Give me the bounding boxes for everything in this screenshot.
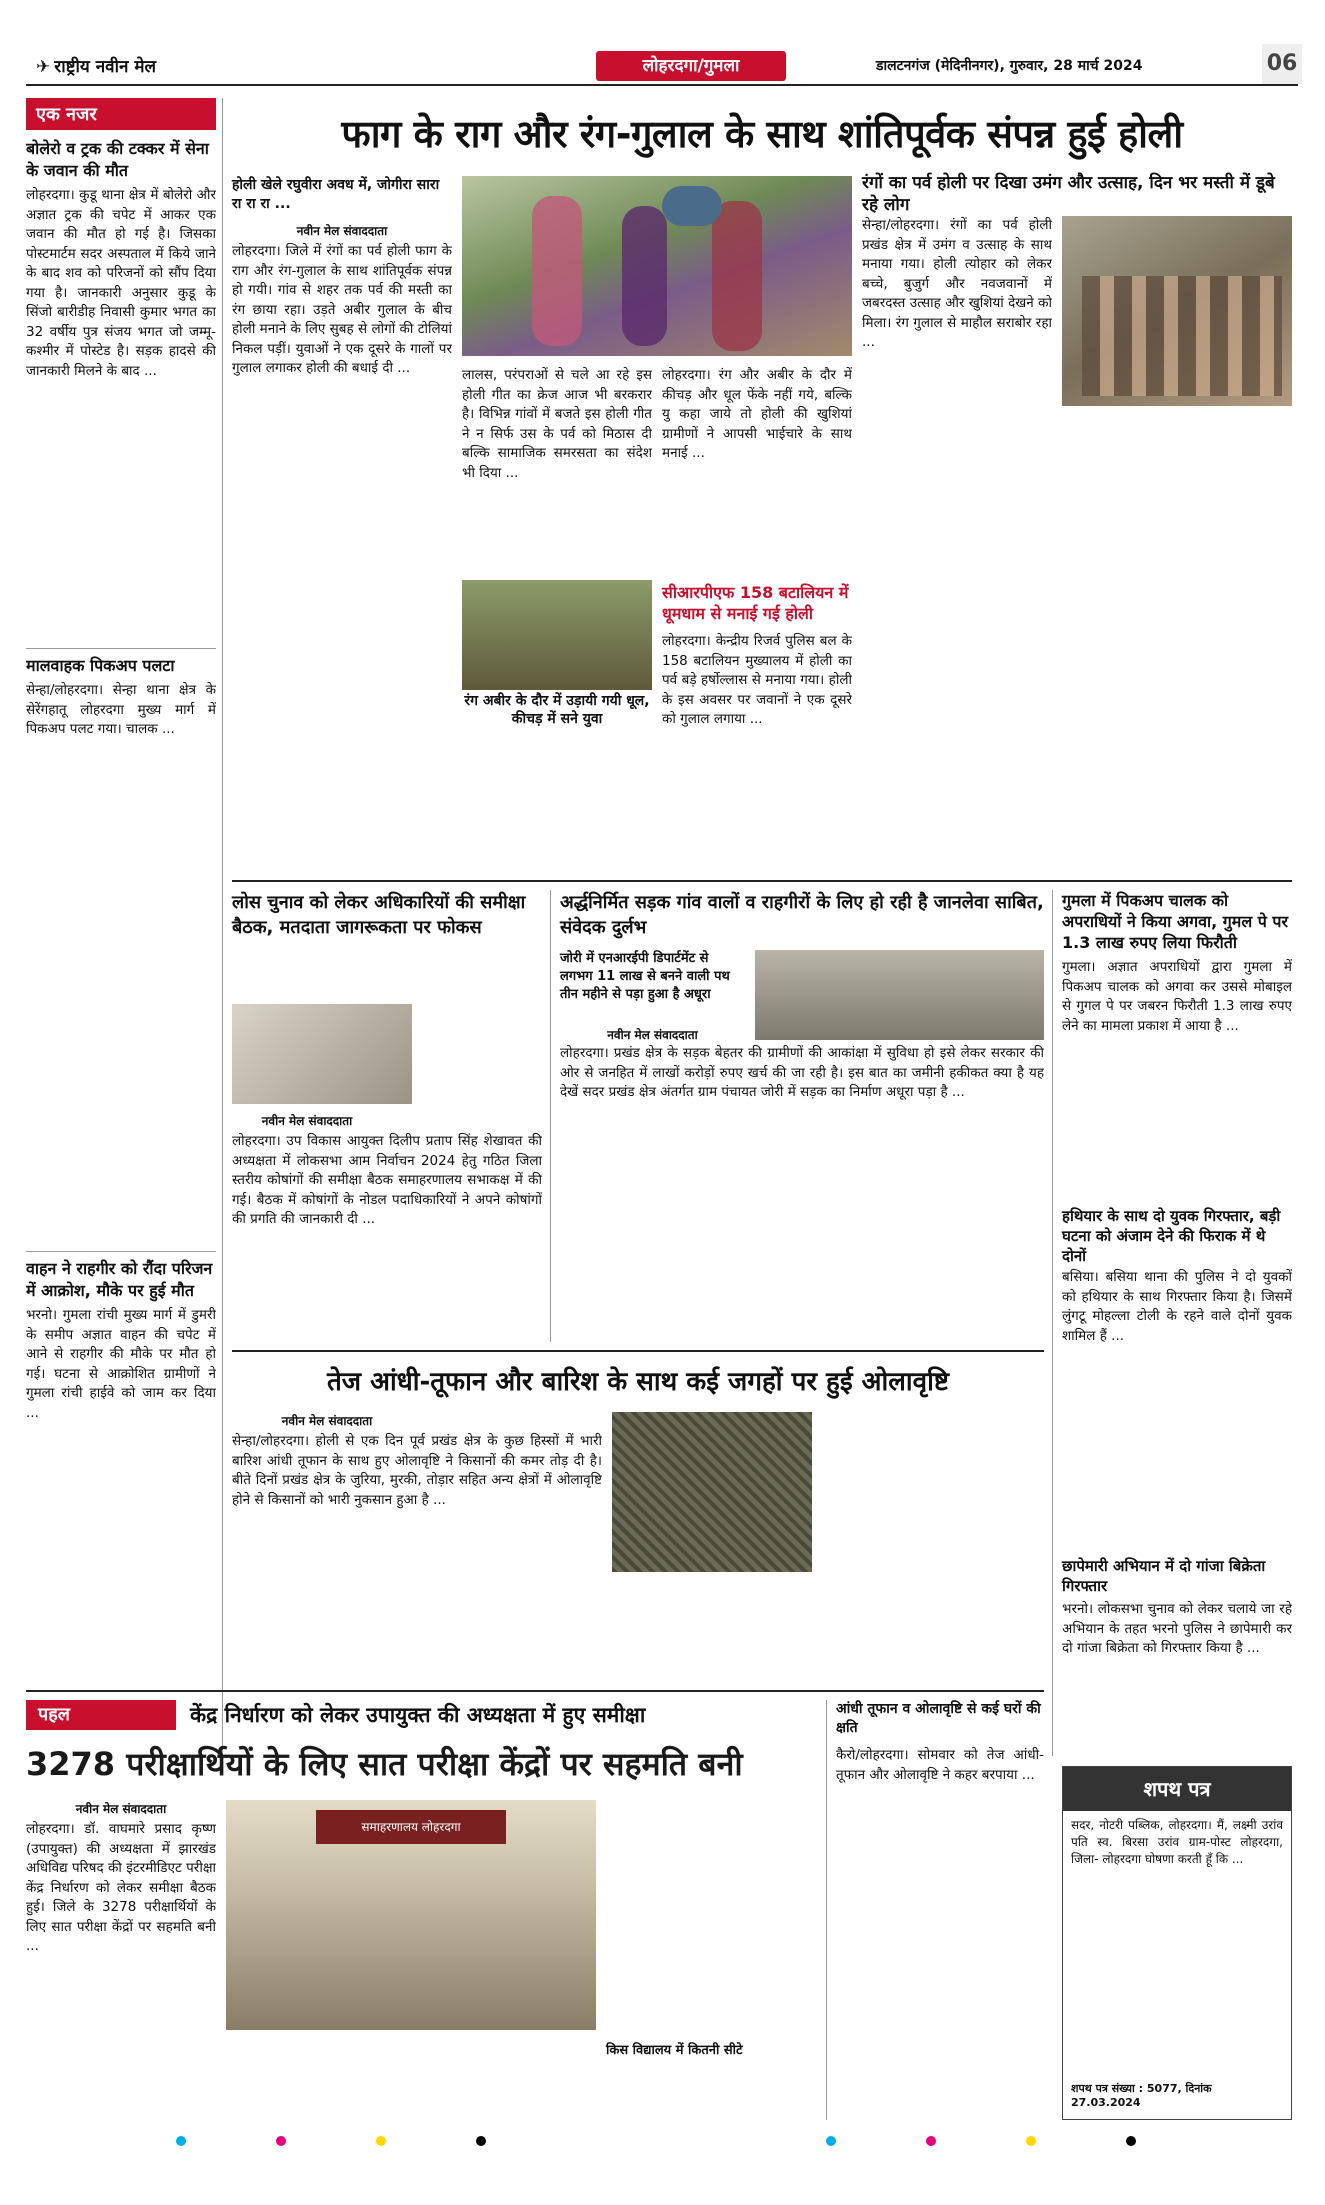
pahal-photo-banner: समाहरणालय लोहरदगा	[316, 1810, 506, 1844]
brief-title: वाहन ने राहगीर को रौंदा परिजन में आक्रोश, मौके पर हुई मौत	[26, 1259, 213, 1300]
pahal-body-lower	[226, 2040, 596, 2120]
storm-byline: नवीन मेल संवाददाता	[281, 1414, 373, 1428]
affidavit-footer: शपथ पत्र संख्या : 5077, दिनांक 27.03.2024	[1071, 2082, 1212, 2109]
pahal-meeting-photo	[226, 1800, 596, 2030]
sidebar-briefs	[26, 98, 216, 1756]
road-byline: नवीन मेल संवाददाता	[607, 1028, 698, 1042]
pahal-body: लोहरदगा। डॉ. वाघमारे प्रसाद कृष्ण (उपायुक्त) की अध्यक्षता में झारखंड अधिविद्य परिषद की इंटरमीडिएट परीक्षा केंद्र निर्धारण को लेकर समीक्षा बैठक हुई। जिले के 3278 परीक्षार्थियों के लिए सात परीक्षा केंद्रों पर सहमति बनी ...	[26, 1821, 216, 1954]
mud-photo-caption: रंग अबीर के दौर में उड़ायी गयी धूल, कीचड़ में सने युवा	[462, 692, 652, 728]
affidavit-title: शपथ पत्र	[1063, 1767, 1291, 1811]
brief-title: मालवाहक पिकअप पलटा	[26, 656, 175, 675]
lead-body-col2: लालस, परंपराओं से चले आ रहे इस होली गीत का क्रेज आज भी बरकरार है। विभिन्न गांवों में बजते इस होली गीत ने न सिर्फ उस के पर्व को मिठास दी बल्कि सामाजिक समरसता का संदेश भी दिया ...	[462, 367, 652, 481]
pickup-crime-headline: गुमला में पिकअप चालक को अपराधियों ने किया अगवा, गुमल पे पर 1.3 लाख रुपए लिया फिरौती	[1062, 891, 1289, 952]
holi-crowd-photo	[1062, 216, 1292, 406]
ganja-body: भरनो। लोकसभा चुनाव को लेकर चलाये जा रहे अभियान के तहत भरनो पुलिस ने छापेमारी कर दो गांजा बिक्रेता को गिरफ्तार किया है ...	[1062, 1601, 1292, 1656]
section-tab	[596, 51, 786, 81]
brief-body: सेन्हा/लोहरदगा। सेन्हा थाना क्षेत्र के सेरेंगहातू लोहरदगा मुख्य मार्ग में पिकअप पलट गया। चालक ...	[26, 682, 216, 737]
masthead-logo	[36, 54, 156, 77]
review-byline: नवीन मेल संवाददाता	[261, 1114, 353, 1128]
lead-kicker: होली खेले रघुवीरा अवध में, जोगीरा सारा रा रा रा ...	[232, 177, 440, 212]
crpf-headline: सीआरपीएफ 158 बटालियन में धूमधाम से मनाई गई होली	[662, 583, 849, 623]
page-header	[26, 48, 1298, 86]
masthead-title: राष्ट्रीय नवीन मेल	[54, 57, 157, 77]
pahal-headline: केंद्र निर्धारण को लेकर उपायुक्त की अध्यक्षता में हुए समीक्षा	[190, 1703, 646, 1727]
pahal-big-headline: 3278 परीक्षार्थियों के लिए सात परीक्षा केंद्रों पर सहमति बनी	[26, 1745, 743, 1783]
brief-body: लोहरदगा। कुडू थाना क्षेत्र में बोलेरो और अज्ञात ट्रक की चपेट में आकर एक जवान की मौत हो गई है। जिसका पोस्टमार्टम सदर अस्पताल में किये जाने के बाद शव को परिजनों को सौंप दिया गया है। जानकारी अनुसार कुडू के सिंजो बारीडीह निवासी कुमार भगत का 32 वर्षीय पुत्र संजय भगत जो जम्मू-कश्मीर में पोस्टेड है। सड़क हादसे की जानकारी मिलने के बाद ...	[26, 187, 216, 379]
weapon-arrest-body: बसिया। बसिया थाना की पुलिस ने दो युवकों को हथियार के साथ गिरफ्तार किया है। जिसमें लुंगटू मोहल्ला टोली के रहने वाले दोनों युवक शामिल हैं ...	[1062, 1269, 1292, 1344]
affidavit-box	[1062, 1766, 1292, 2120]
lead-headline: फाग के राग और रंग-गुलाल के साथ शांतिपूर्वक संपन्न हुई होली	[341, 112, 1183, 156]
road-headline: अर्द्धनिर्मित सड़क गांव वालों व राहगीरों के लिए हो रही है जानलेवा साबित, संवेदक दुर्लभ	[560, 892, 1044, 938]
affidavit-body: सदर, नोटरी पब्लिक, लोहरदगा। मैं, लक्ष्मी उरांव पति स्व. बिरसा उरांव ग्राम-पोस्ट लोहरदगा, जिला- लोहरदगा घोषणा करती हूँ कि ...	[1071, 1818, 1283, 1866]
mud-photo	[462, 580, 652, 690]
gumla-holi-body: सेन्हा/लोहरदगा। रंगों का पर्व होली प्रखंड क्षेत्र में उमंग व उत्साह के साथ मनाया गया। होली त्योहार को लेकर बच्चे, बुजुर्ग और नवजवानों में जबरदस्त उत्साह और खुशियां देखने को मिला। रंग गुलाल से माहौल सराबोर रहा ...	[862, 217, 1052, 350]
hail-brief-body: कैरो/लोहरदगा। सोमवार को तेज आंधी-तूफान और ओलावृष्टि ने कहर बरपाया ...	[836, 1747, 1044, 1783]
ganja-headline: छापेमारी अभियान में दो गांजा बिक्रेता गिरफ्तार	[1062, 1557, 1266, 1595]
pahal-label: पहल	[26, 1700, 176, 1730]
gumla-holi-body-extended	[1062, 416, 1292, 872]
brief-item	[26, 1251, 216, 1726]
pahal-byline: नवीन मेल संवाददाता	[75, 1802, 167, 1816]
crpf-body: लोहरदगा। केन्द्रीय रिजर्व पुलिस बल के 158 बटालियन मुख्यालय में होली का पर्व बड़े हर्षोल्लास से मनाया गया। होली के इस अवसर पर जवानों ने एक दूसरे को गुलाल लगाया ...	[662, 633, 852, 727]
review-meeting-photo	[232, 1004, 412, 1104]
hail-brief-headline: आंधी तूफान व ओलावृष्टि से कई घरों की क्षति	[836, 1701, 1041, 1736]
school-seats-table-title: किस विद्यालय में कितनी सीटे	[606, 2043, 743, 2058]
storm-field-photo	[612, 1412, 812, 1572]
lead-byline: नवीन मेल संवाददाता	[296, 224, 388, 238]
sidebar-label: एक नजर	[26, 98, 216, 130]
storm-body: सेन्हा/लोहरदगा। होली से एक दिन पूर्व प्रखंड क्षेत्र के कुछ हिस्सों में भारी बारिश आंधी तूफान के साथ हुए ओलावृष्टि ने किसानों की कमर तोड़ दी है। बीते दिनों प्रखंड क्षेत्र के जुरिया, मुरकी, तोड़ार सहित अन्य क्षेत्रों में ओलावृष्टि होने से किसानों को भारी नुकसान हुआ है ...	[232, 1433, 602, 1508]
road-kicker: जोरी में एनआरईपी डिपार्टमेंट से लगभग 11 लाख से बनने वाली पथ तीन महीने से पड़ा हुआ है अधूरा	[560, 951, 730, 1002]
weapon-arrest-headline: हथियार के साथ दो युवक गिरफ्तार, बड़ी घटना को अंजाम देने की फिराक में थे दोनों	[1062, 1207, 1281, 1265]
section-label: लोहरदगा/गुमला	[642, 56, 740, 76]
lead-body-col3: लोहरदगा। रंग और अबीर के दौर में कीचड़ और धूल फेंके नहीं गये, बल्कि यु कहा जाये तो होली की खुशियां ग्रामीणों ने आपसी भाईचारे के साथ मनाई ...	[662, 367, 852, 461]
masthead-bird-icon: ✈	[36, 57, 51, 77]
review-body: लोहरदगा। उप विकास आयुक्त दिलीप प्रताप सिंह शेखावत की अध्यक्षता में लोकसभा आम निर्वाचन 2024 हेतु गठित जिला स्तरीय कोषांगों की समीक्षा बैठक समाहरणालय सभाकक्ष में की गई। बैठक में कोषांगों के नोडल पदाधिकारियों ने अपने कोषांगों की प्रगति की जानकारी दी ...	[232, 1133, 542, 1227]
page-number: 06	[1262, 44, 1302, 84]
gumla-holi-headline: रंगों का पर्व होली पर दिखा उमंग और उत्साह, दिन भर मस्ती में डूबे रहे लोग	[862, 173, 1275, 215]
brief-item	[26, 138, 216, 638]
holi-photo-girls	[462, 176, 852, 356]
pahal-body-right	[606, 1800, 818, 2030]
road-photo	[755, 950, 1044, 1040]
lead-body-col1: लोहरदगा। जिले में रंगों का पर्व होली फाग के राग और रंग-गुलाल के साथ शांतिपूर्वक संपन्न हो गयी। गांव से शहर तक पर्व की मस्ती का रंग छाया रहा। उड़ते अबीर गुलाल के बीच होली मनाने के लिए सुबह से लोगों की टोलियां निकल पड़ीं। युवाओं ने एक दूसरे के गालों पर गुलाल लगाकर होली की बधाई दी ...	[232, 243, 452, 376]
pickup-crime-body: गुमला। अज्ञात अपराधियों द्वारा गुमला में पिकअप चालक को अगवा कर उससे मोबाइल से गुगल पे पर जबरन फिरौती 1.3 लाख रुपए लेने का मामला प्रकाश में आया है ...	[1062, 959, 1292, 1034]
road-body: लोहरदगा। प्रखंड क्षेत्र के सड़क बेहतर की ग्रामीणों की आकांक्षा में सुविधा हो इसे लेकर सरकार की ओर से जनहित में लाखों करोड़ों रुपए खर्च की जा रही है। इस बात का जमीनी हकीकत क्या है यह देखें सदर प्रखंड क्षेत्र अंतर्गत ग्राम पंचायत जोरी में सड़क का निर्माण अधूरा पड़ा है ...	[560, 1045, 1044, 1100]
dateline: डालटनगंज (मेदिनीनगर), गुरुवार, 28 मार्च 2024	[876, 58, 1143, 74]
brief-title: बोलेरो व ट्रक की टक्कर में सेना के जवान की मौत	[26, 139, 209, 180]
brief-item	[26, 648, 216, 1241]
storm-body-right	[822, 1412, 1044, 1680]
brief-body: भरनो। गुमला रांची मुख्य मार्ग में डुमरी के समीप अज्ञात वाहन की चपेट में आने से राहगीर की मौके पर मौत हो गई। घटना से आक्रोशित ग्रामीणों ने गुमला रांची हाईवे को जाम कर दिया ...	[26, 1307, 216, 1421]
storm-headline: तेज आंधी-तूफान और बारिश के साथ कई जगहों पर हुई ओलावृष्टि	[326, 1367, 949, 1397]
review-headline: लोस चुनाव को लेकर अधिकारियों की समीक्षा बैठक, मतदाता जागरूकता पर फोकस	[232, 892, 526, 938]
print-registration-bar	[26, 2134, 1298, 2148]
